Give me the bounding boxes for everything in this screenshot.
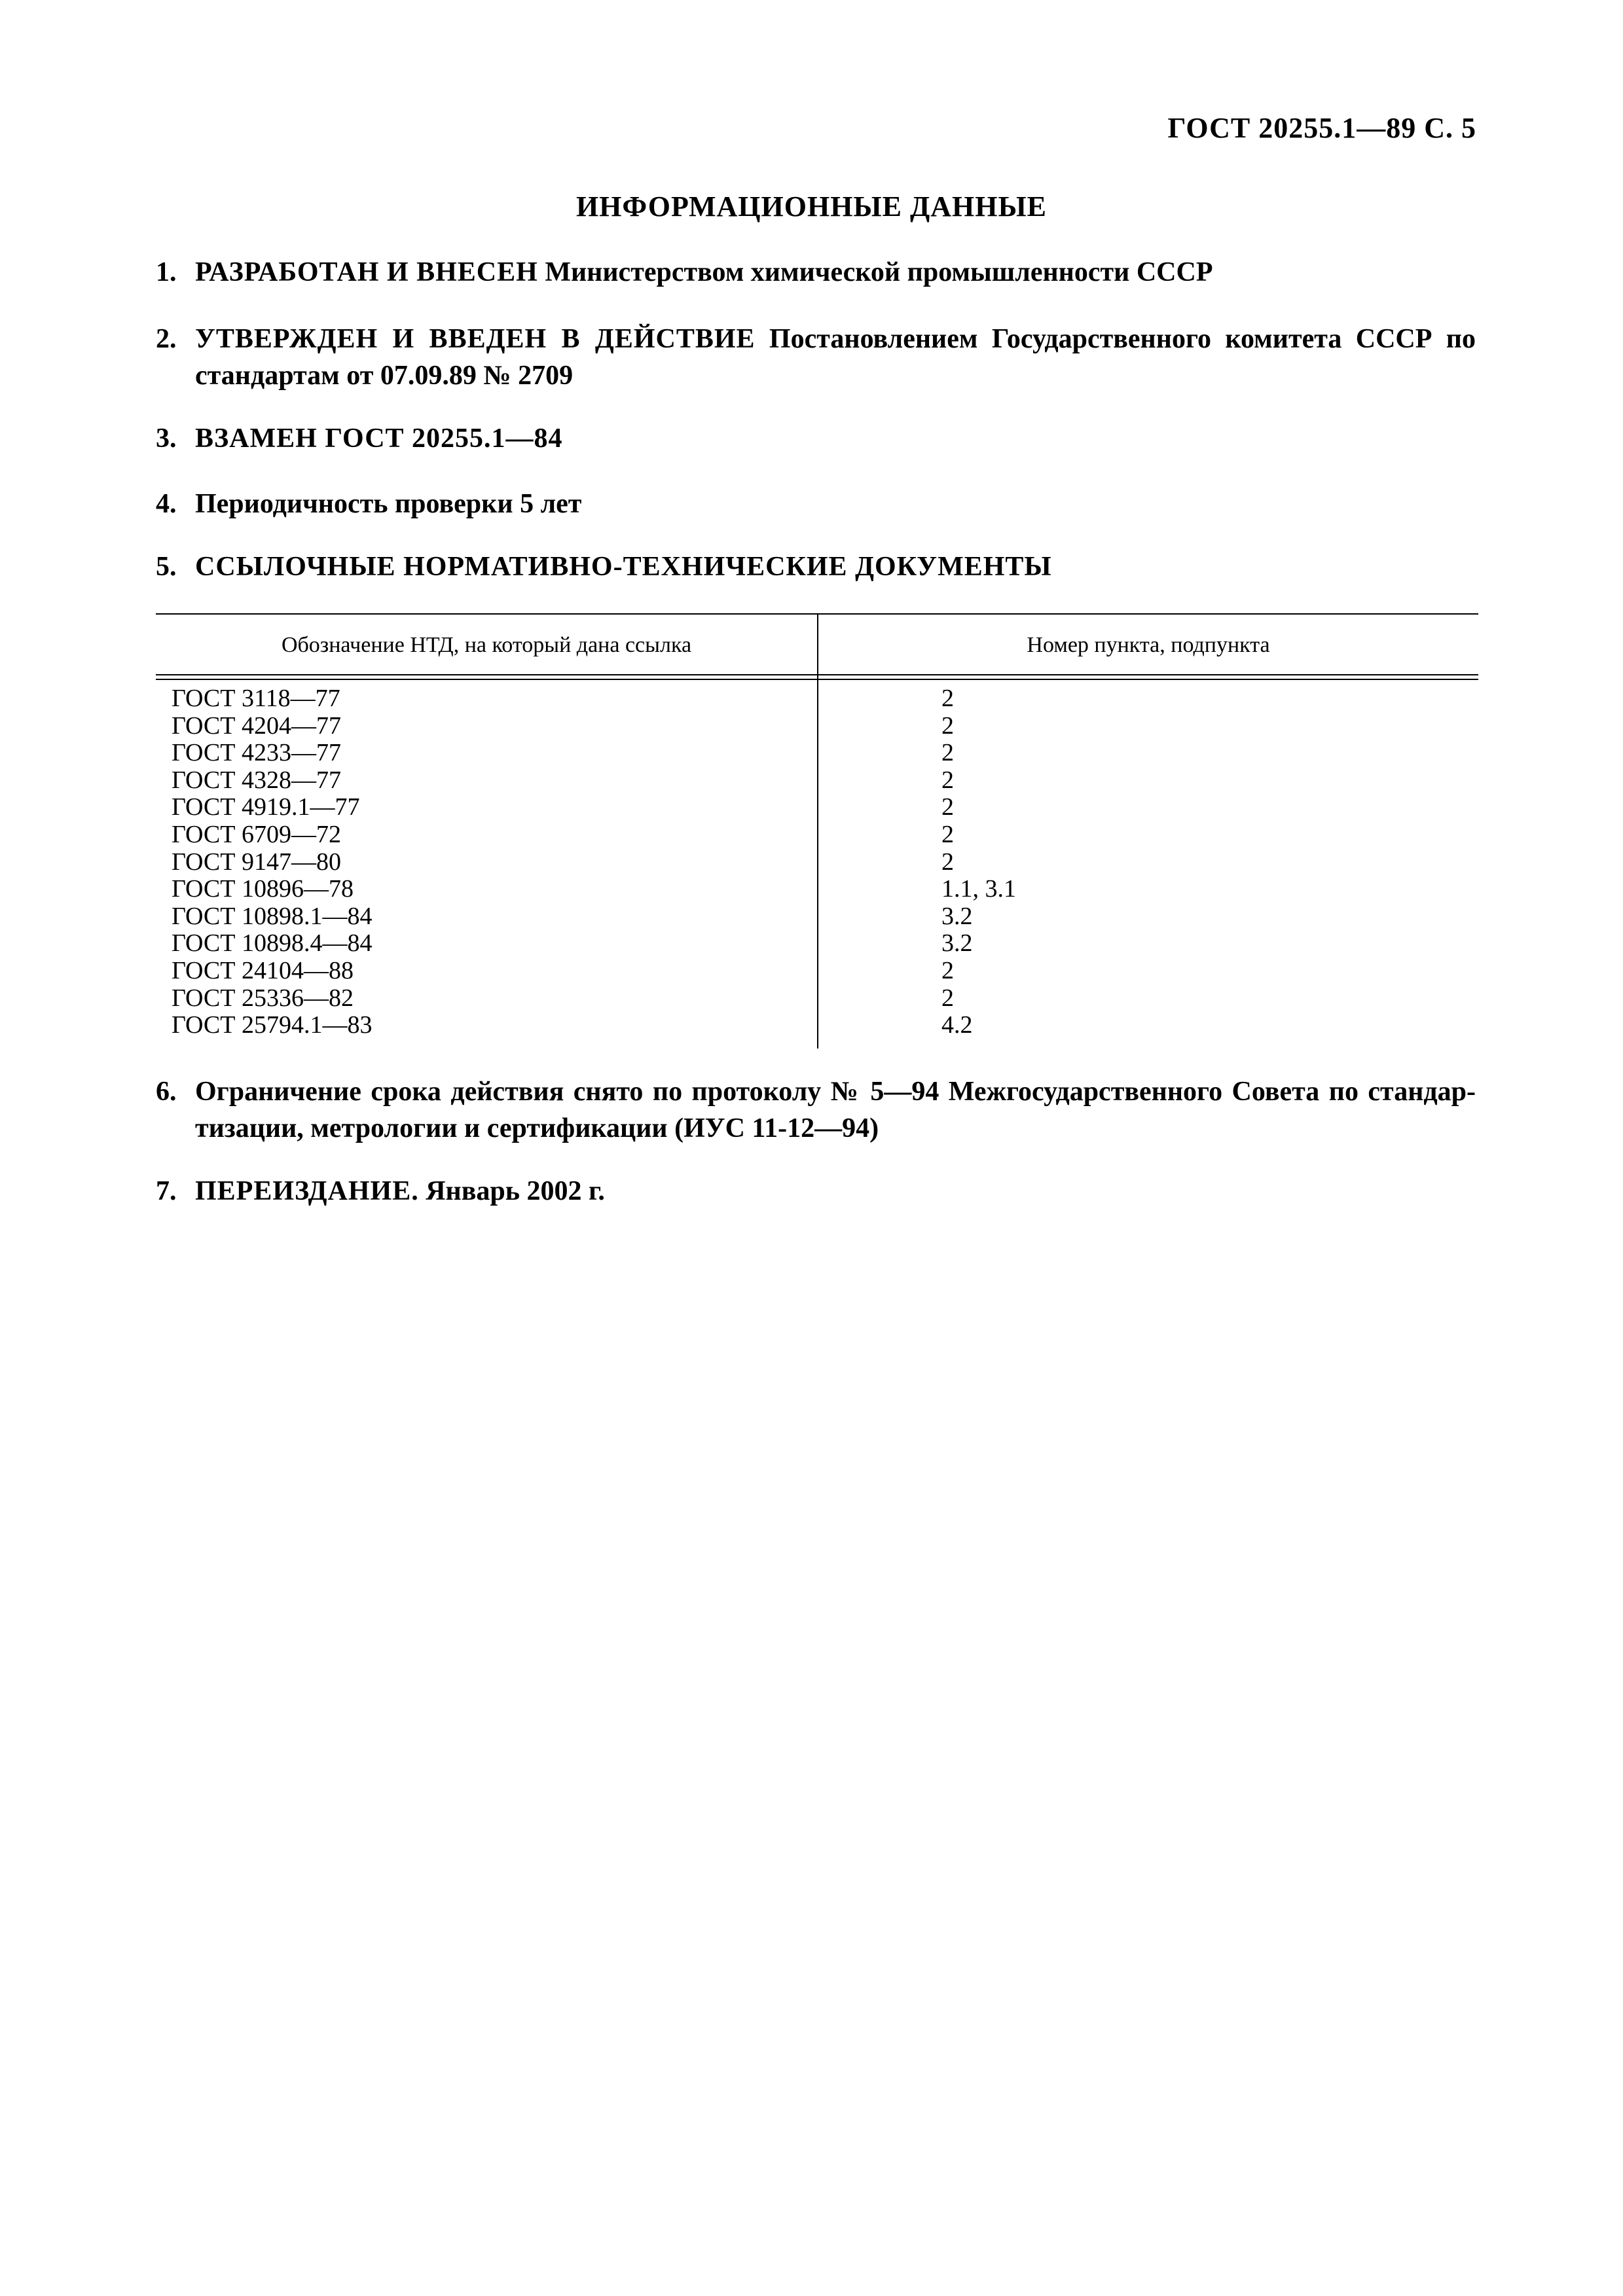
info-item-6 bbox=[156, 1073, 1476, 1147]
table-cell-clause: 2 bbox=[941, 956, 954, 984]
table-cell-clause: 2 bbox=[941, 848, 954, 876]
info-item-2 bbox=[156, 321, 1476, 394]
item-caps: РАЗРАБОТАН И ВНЕСЕН bbox=[195, 257, 538, 287]
item-text: Периодичность проверки 5 лет bbox=[195, 489, 582, 519]
item-number: 5. bbox=[156, 552, 177, 582]
table-cell-clause: 2 bbox=[941, 793, 954, 821]
table-row bbox=[156, 685, 1478, 713]
section-title: ИНФОРМАЦИОННЫЕ ДАННЫЕ bbox=[575, 190, 1048, 223]
table-cell-designation: ГОСТ 3118—77 bbox=[172, 685, 340, 712]
item-number: 7. bbox=[156, 1176, 177, 1206]
document-code-header: ГОСТ 20255.1—89 С. 5 bbox=[1167, 112, 1476, 144]
table-cell-designation: ГОСТ 25336—82 bbox=[172, 984, 354, 1012]
item-caps: ССЫЛОЧНЫЕ НОРМАТИВНО-ТЕХНИЧЕСКИЕ ДОКУМЕНТЫ bbox=[195, 552, 1052, 582]
info-item-7 bbox=[156, 1173, 1476, 1210]
info-item-4 bbox=[156, 486, 1476, 522]
table-body bbox=[156, 685, 1478, 1039]
info-item-5 bbox=[156, 548, 1476, 585]
table-cell-clause: 2 bbox=[941, 711, 954, 740]
table-row bbox=[156, 958, 1478, 985]
table-cell-designation: ГОСТ 4328—77 bbox=[172, 766, 341, 794]
table-cell-designation: ГОСТ 6709—72 bbox=[172, 820, 341, 848]
item-text: Ограничение срока действия снято по протоколу № 5—94 Межгосударственного Совета по стандартизации, метрологии и сертификации (ИУС 11-12—94) bbox=[195, 1077, 1476, 1143]
table-row bbox=[156, 930, 1478, 958]
table-cell-clause: 1.1, 3.1 bbox=[941, 875, 1016, 903]
table-row bbox=[156, 849, 1478, 876]
info-item-1 bbox=[156, 254, 1476, 291]
item-caps: УТВЕРЖДЕН И ВВЕДЕН В ДЕЙСТВИЕ bbox=[195, 324, 756, 354]
table-cell-clause: 2 bbox=[941, 984, 954, 1012]
info-item-3 bbox=[156, 420, 1476, 457]
table-cell-clause: 2 bbox=[941, 685, 954, 712]
table-row bbox=[156, 821, 1478, 849]
table-cell-clause: 2 bbox=[941, 739, 954, 767]
table-row bbox=[156, 876, 1478, 903]
table-cell-clause: 4.2 bbox=[941, 1011, 973, 1039]
table-cell-designation: ГОСТ 25794.1—83 bbox=[172, 1011, 373, 1039]
item-number: 6. bbox=[156, 1077, 177, 1107]
table-header-clause: Номер пункта, подпункта bbox=[1027, 633, 1270, 657]
table-row bbox=[156, 903, 1478, 931]
item-number: 2. bbox=[156, 324, 177, 354]
table-cell-designation: ГОСТ 4919.1—77 bbox=[172, 793, 360, 821]
item-number: 4. bbox=[156, 489, 177, 519]
table-cell-designation: ГОСТ 4204—77 bbox=[172, 711, 341, 740]
table-cell-designation: ГОСТ 10898.1—84 bbox=[172, 902, 373, 930]
item-caps: ВЗАМЕН ГОСТ 20255.1—84 bbox=[195, 423, 563, 454]
item-number: 3. bbox=[156, 423, 177, 454]
item-number: 1. bbox=[156, 257, 177, 287]
item-text: Постановлением Государственного комитета СССР по стандартам от 07.09.89 № 2709 bbox=[195, 324, 1476, 391]
table-cell-clause: 3.2 bbox=[941, 902, 973, 930]
table-row bbox=[156, 713, 1478, 740]
table-row bbox=[156, 985, 1478, 1013]
table-cell-designation: ГОСТ 10898.4—84 bbox=[172, 929, 373, 958]
table-row bbox=[156, 767, 1478, 795]
table-header-designation: Обозначение НТД, на который дана ссылка bbox=[281, 633, 692, 657]
item-text: Январь 2002 г. bbox=[418, 1176, 605, 1206]
table-cell-clause: 2 bbox=[941, 820, 954, 848]
reference-table bbox=[156, 613, 1478, 1049]
table-row bbox=[156, 794, 1478, 821]
table-row bbox=[156, 740, 1478, 767]
item-caps: ПЕРЕИЗДАНИЕ. bbox=[195, 1176, 419, 1206]
table-cell-clause: 2 bbox=[941, 766, 954, 794]
table-row bbox=[156, 1012, 1478, 1039]
table-cell-designation: ГОСТ 24104—88 bbox=[172, 956, 354, 984]
table-cell-designation: ГОСТ 10896—78 bbox=[172, 875, 354, 903]
table-cell-designation: ГОСТ 4233—77 bbox=[172, 739, 341, 767]
item-text: Министерством химической промышленности СССР bbox=[538, 257, 1213, 287]
table-cell-designation: ГОСТ 9147—80 bbox=[172, 848, 341, 876]
table-cell-clause: 3.2 bbox=[941, 929, 973, 958]
